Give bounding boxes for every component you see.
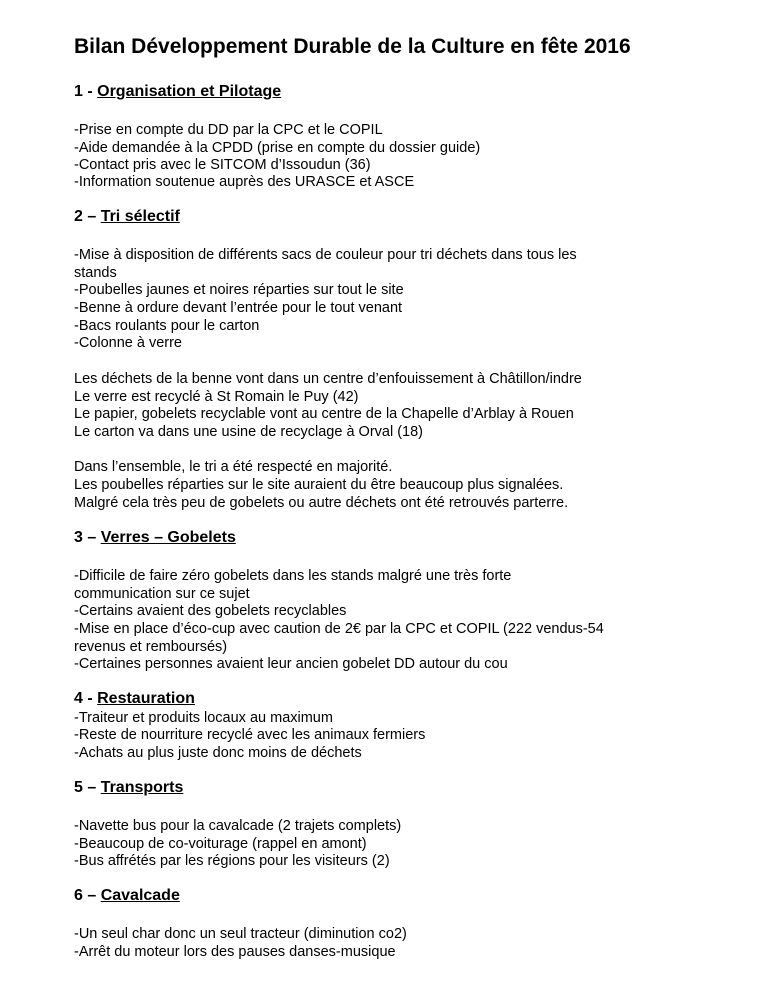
section-title: Verres – Gobelets (100, 529, 236, 546)
paragraph-line: Le papier, gobelets recyclable vont au centre de la Chapelle d’Arblay à Rouen (74, 406, 574, 422)
section-number: 2 – (74, 208, 101, 225)
list-item: -Mise à disposition de différents sacs de couleur pour tri déchets dans tous les (74, 247, 577, 263)
list-item: -Traiteur et produits locaux au maximum (74, 710, 333, 726)
section-number: 6 – (74, 887, 101, 904)
paragraph-line: Le verre est recyclé à St Romain le Puy (42) (74, 389, 359, 405)
section-heading-verres-gobelets (74, 528, 236, 548)
section-heading-cavalcade (74, 886, 180, 906)
section-number: 3 – (74, 529, 101, 546)
list-item: -Benne à ordure devant l’entrée pour le tout venant (74, 300, 403, 316)
list-item: -Difficile de faire zéro gobelets dans les stands malgré une très forte (74, 568, 512, 584)
list-item: -Contact pris avec le SITCOM d’Issoudun (36) (74, 157, 371, 173)
list-item: -Information soutenue auprès des URASCE et ASCE (74, 174, 415, 190)
paragraph-line: Les déchets de la benne vont dans un centre d’enfouissement à Châtillon/indre (74, 371, 582, 387)
list-item: stands (74, 265, 117, 281)
section-title: Cavalcade (100, 887, 180, 904)
section-heading-tri-selectif (74, 207, 180, 227)
section-heading-transports (74, 778, 183, 798)
section-title: Organisation et Pilotage (97, 83, 282, 100)
list-item: -Poubelles jaunes et noires réparties sur tout le site (74, 282, 404, 298)
list-item: -Prise en compte du DD par la CPC et le COPIL (74, 122, 383, 138)
section-heading-organisation (74, 82, 281, 102)
paragraph-line: Dans l’ensemble, le tri a été respecté en majorité. (74, 459, 393, 475)
list-item: -Beaucoup de co-voiturage (rappel en amont) (74, 836, 367, 852)
section-number: 1 - (74, 83, 98, 100)
list-item: -Certaines personnes avaient leur ancien gobelet DD autour du cou (74, 656, 508, 672)
list-item: -Reste de nourriture recyclé avec les animaux fermiers (74, 727, 426, 743)
paragraph-line: Malgré cela très peu de gobelets ou autre déchets ont été retrouvés parterre. (74, 495, 569, 511)
list-item: revenus et remboursés) (74, 639, 228, 655)
list-item: -Un seul char donc un seul tracteur (diminution co2) (74, 926, 407, 942)
section-number: 5 – (74, 779, 101, 796)
list-item: -Bus affrétés par les régions pour les visiteurs (2) (74, 853, 390, 869)
document-title: Bilan Développement Durable de la Culture en fête 2016 (74, 35, 631, 58)
list-item: -Bacs roulants pour le carton (74, 318, 260, 334)
list-item: -Aide demandée à la CPDD (prise en compte du dossier guide) (74, 140, 481, 156)
list-item: -Achats au plus juste donc moins de déchets (74, 745, 362, 761)
section-title: Transports (100, 779, 184, 796)
list-item: communication sur ce sujet (74, 586, 250, 602)
section-title: Tri sélectif (100, 208, 180, 225)
list-item: -Navette bus pour la cavalcade (2 trajets complets) (74, 818, 402, 834)
paragraph-line: Les poubelles réparties sur le site auraient du être beaucoup plus signalées. (74, 477, 564, 493)
section-number: 4 - (74, 690, 98, 707)
list-item: -Colonne à verre (74, 335, 182, 351)
list-item: -Certains avaient des gobelets recyclables (74, 603, 347, 619)
paragraph-line: Le carton va dans une usine de recyclage à Orval (18) (74, 424, 424, 440)
list-item: -Mise en place d’éco-cup avec caution de 2€ par la CPC et COPIL (222 vendus-54 (74, 621, 604, 637)
list-item: -Arrêt du moteur lors des pauses danses-musique (74, 944, 396, 960)
section-heading-restauration (74, 689, 195, 709)
section-title: Restauration (97, 690, 195, 707)
